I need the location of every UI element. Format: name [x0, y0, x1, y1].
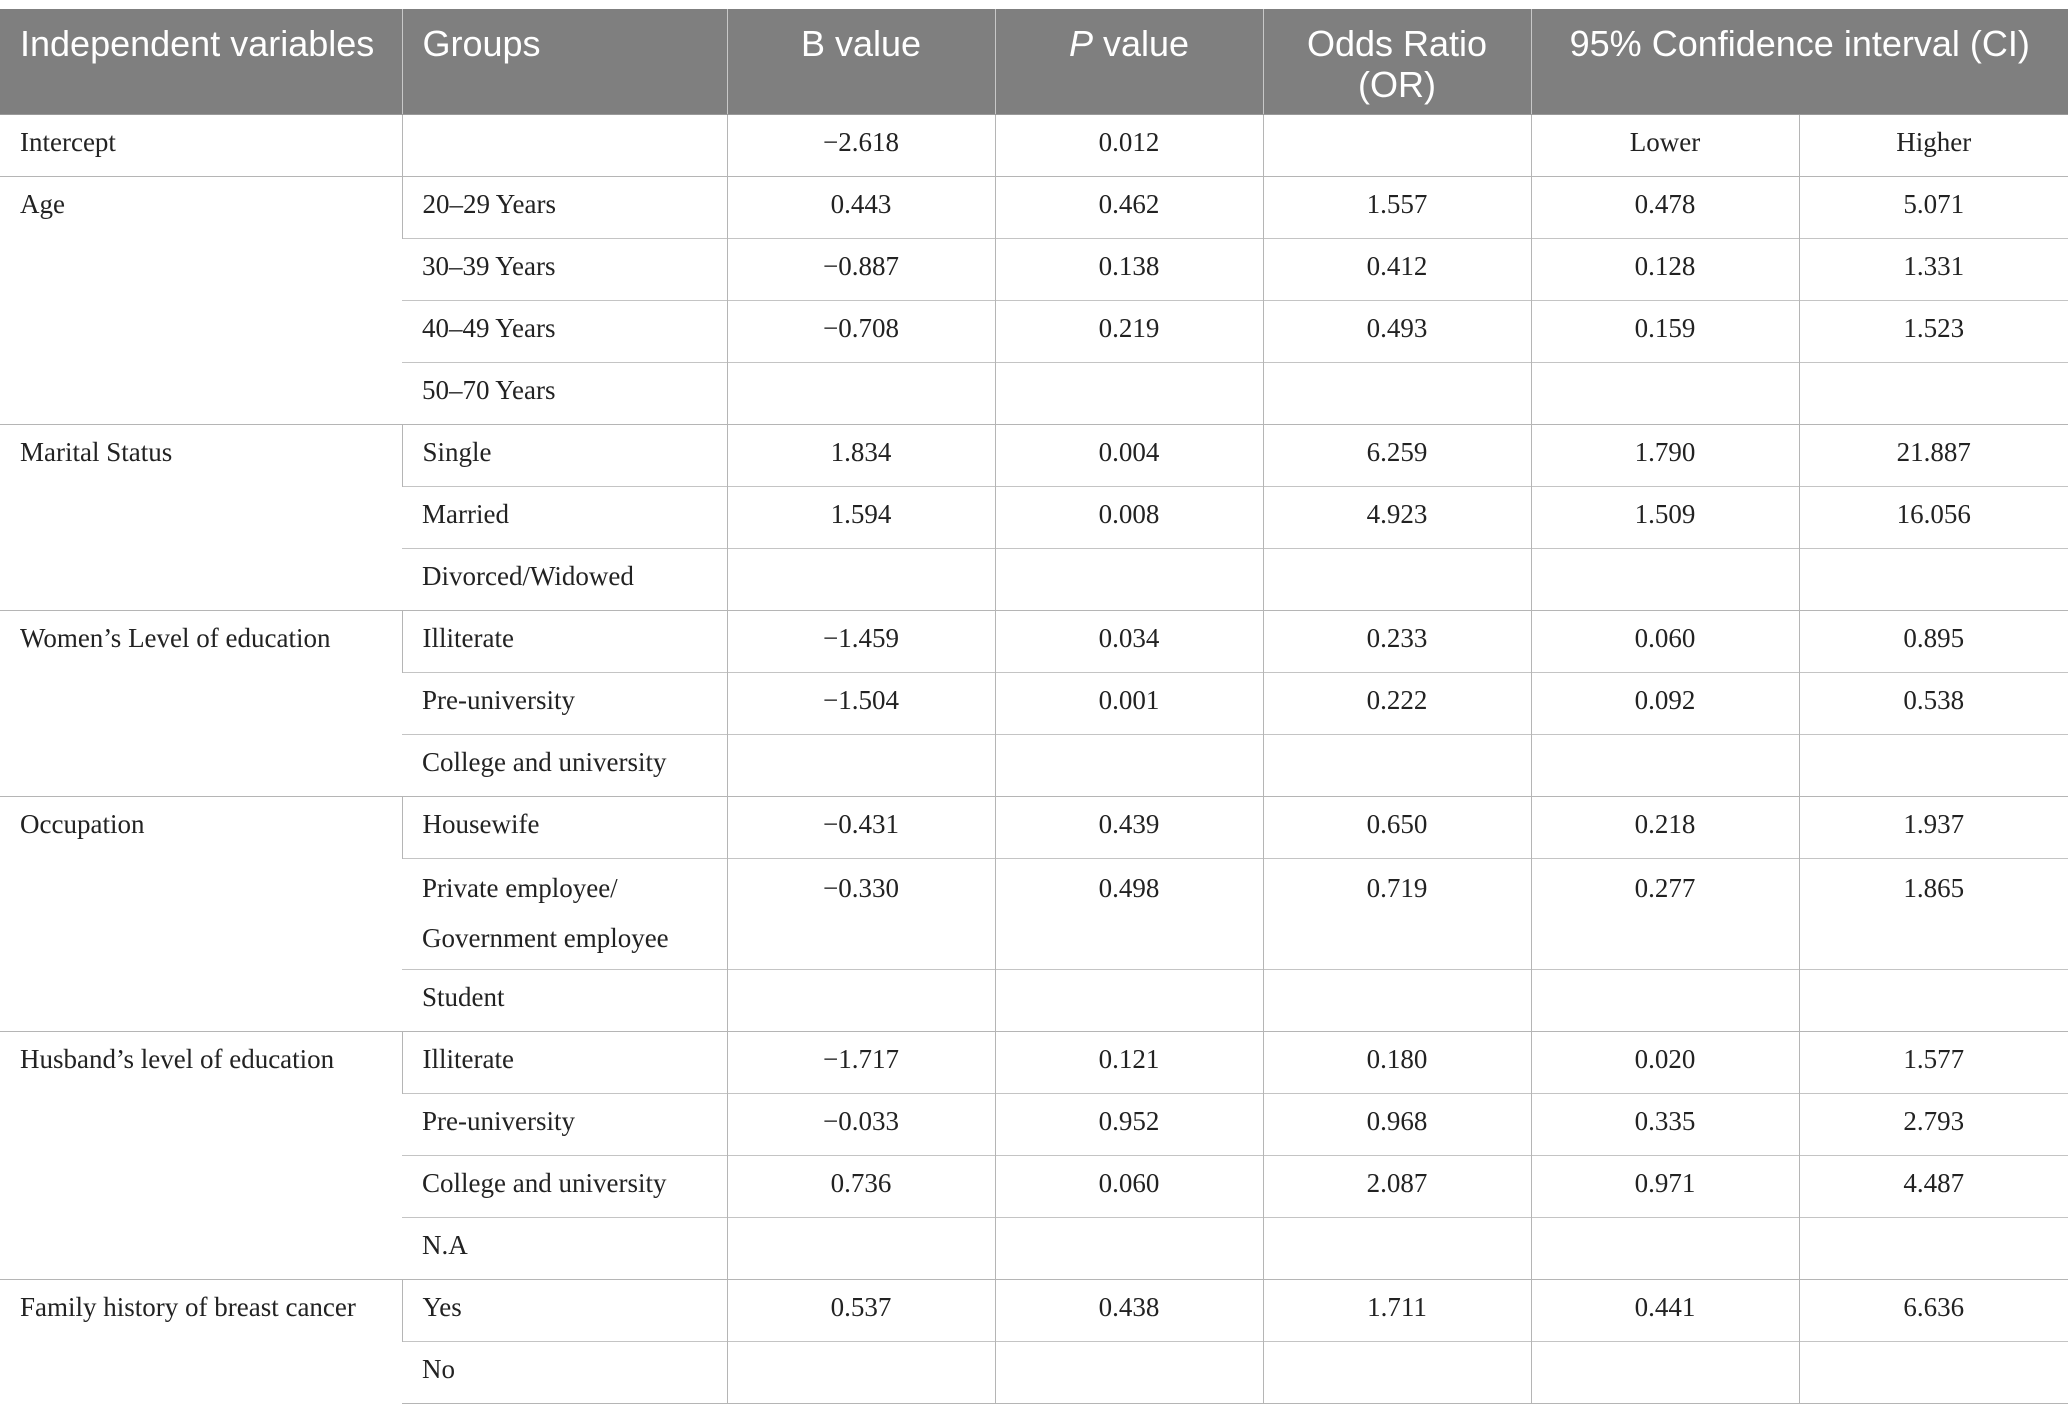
p-value-cell: 0.008	[995, 486, 1263, 548]
ci-higher-cell: 21.887	[1799, 424, 2068, 486]
b-value-cell	[727, 362, 995, 424]
p-value-cell: 0.952	[995, 1093, 1263, 1155]
group-cell	[402, 114, 727, 176]
or-cell: 0.412	[1263, 238, 1531, 300]
ci-lower-cell	[1531, 969, 1799, 1031]
b-value-cell: −0.887	[727, 238, 995, 300]
group-cell: College and university	[402, 734, 727, 796]
or-cell	[1263, 734, 1531, 796]
group-cell: College and university	[402, 1155, 727, 1217]
p-value-cell: 0.498	[995, 858, 1263, 969]
ci-higher-cell: 1.865	[1799, 858, 2068, 969]
ci-higher-cell: 1.937	[1799, 796, 2068, 858]
group-cell: No	[402, 1341, 727, 1403]
b-value-cell: −0.033	[727, 1093, 995, 1155]
ci-higher-cell: 1.523	[1799, 300, 2068, 362]
variable-label: Age	[0, 176, 402, 424]
header-odds-ratio: Odds Ratio (OR)	[1263, 9, 1531, 114]
ci-lower-cell	[1531, 548, 1799, 610]
or-cell	[1263, 1217, 1531, 1279]
ci-higher-cell	[1799, 734, 2068, 796]
table-row	[0, 796, 2068, 858]
ci-higher-cell	[1799, 362, 2068, 424]
group-cell: N.A	[402, 1217, 727, 1279]
or-cell: 1.711	[1263, 1279, 1531, 1341]
header-independent-variables: Independent variables	[0, 9, 402, 114]
header-row	[0, 9, 2068, 114]
or-cell: 0.233	[1263, 610, 1531, 672]
b-value-cell: −1.459	[727, 610, 995, 672]
ci-lower-label: Lower	[1531, 114, 1799, 176]
ci-lower-cell: 0.060	[1531, 610, 1799, 672]
ci-lower-cell: 0.159	[1531, 300, 1799, 362]
b-value-cell: 0.537	[727, 1279, 995, 1341]
p-value-cell: 0.001	[995, 672, 1263, 734]
b-value-cell	[727, 734, 995, 796]
variable-label: Marital Status	[0, 424, 402, 610]
group-cell: Illiterate	[402, 610, 727, 672]
p-value-cell: 0.138	[995, 238, 1263, 300]
ci-higher-label: Higher	[1799, 114, 2068, 176]
ci-higher-cell	[1799, 1217, 2068, 1279]
variable-label: Intercept	[0, 114, 402, 176]
ci-lower-cell	[1531, 362, 1799, 424]
ci-higher-cell	[1799, 969, 2068, 1031]
group-cell: Single	[402, 424, 727, 486]
or-cell: 0.180	[1263, 1031, 1531, 1093]
or-cell	[1263, 362, 1531, 424]
group-cell: 20–29 Years	[402, 176, 727, 238]
p-value-cell	[995, 1341, 1263, 1403]
ci-lower-cell: 0.478	[1531, 176, 1799, 238]
b-value-cell: −0.431	[727, 796, 995, 858]
ci-lower-cell: 1.509	[1531, 486, 1799, 548]
variable-label: Husband’s level of education	[0, 1031, 402, 1279]
ci-lower-cell: 0.092	[1531, 672, 1799, 734]
ci-lower-cell: 0.020	[1531, 1031, 1799, 1093]
ci-lower-cell: 0.971	[1531, 1155, 1799, 1217]
ci-higher-cell	[1799, 1341, 2068, 1403]
ci-lower-cell: 0.128	[1531, 238, 1799, 300]
or-cell: 1.557	[1263, 176, 1531, 238]
group-cell: 30–39 Years	[402, 238, 727, 300]
ci-lower-cell: 0.335	[1531, 1093, 1799, 1155]
p-value-cell: 0.012	[995, 114, 1263, 176]
p-value-cell: 0.438	[995, 1279, 1263, 1341]
ci-higher-cell: 6.636	[1799, 1279, 2068, 1341]
ci-lower-cell	[1531, 734, 1799, 796]
ci-higher-cell: 4.487	[1799, 1155, 2068, 1217]
or-cell: 6.259	[1263, 424, 1531, 486]
p-value-cell: 0.439	[995, 796, 1263, 858]
p-value-cell	[995, 1217, 1263, 1279]
group-cell: Student	[402, 969, 727, 1031]
or-cell	[1263, 969, 1531, 1031]
or-cell: 0.968	[1263, 1093, 1531, 1155]
regression-table	[0, 9, 2068, 1404]
ci-higher-cell: 0.895	[1799, 610, 2068, 672]
ci-lower-cell: 0.218	[1531, 796, 1799, 858]
p-value-cell: 0.060	[995, 1155, 1263, 1217]
or-cell: 4.923	[1263, 486, 1531, 548]
b-value-cell	[727, 969, 995, 1031]
table-row	[0, 610, 2068, 672]
or-cell: 2.087	[1263, 1155, 1531, 1217]
b-value-cell: 0.443	[727, 176, 995, 238]
b-value-cell: −0.708	[727, 300, 995, 362]
table-row	[0, 176, 2068, 238]
p-value-cell: 0.034	[995, 610, 1263, 672]
ci-lower-cell: 1.790	[1531, 424, 1799, 486]
p-value-cell: 0.219	[995, 300, 1263, 362]
ci-higher-cell: 1.577	[1799, 1031, 2068, 1093]
b-value-cell: −0.330	[727, 858, 995, 969]
header-p-value	[995, 9, 1263, 114]
group-cell: 50–70 Years	[402, 362, 727, 424]
ci-higher-cell: 2.793	[1799, 1093, 2068, 1155]
group-cell: Pre-university	[402, 1093, 727, 1155]
header-p-value-rest: value	[1092, 23, 1190, 64]
ci-lower-cell: 0.277	[1531, 858, 1799, 969]
b-value-cell	[727, 1341, 995, 1403]
group-cell: Private employee/ Government employee	[402, 858, 727, 969]
p-value-cell	[995, 548, 1263, 610]
or-cell: 0.650	[1263, 796, 1531, 858]
p-value-cell	[995, 362, 1263, 424]
group-cell: Illiterate	[402, 1031, 727, 1093]
header-b-value: B value	[727, 9, 995, 114]
ci-higher-cell: 0.538	[1799, 672, 2068, 734]
header-confidence-interval: 95% Confidence interval (CI)	[1531, 9, 2068, 114]
b-value-cell: 1.834	[727, 424, 995, 486]
ci-lower-cell: 0.441	[1531, 1279, 1799, 1341]
table-row	[0, 424, 2068, 486]
or-cell: 0.222	[1263, 672, 1531, 734]
or-cell	[1263, 548, 1531, 610]
b-value-cell	[727, 1217, 995, 1279]
p-value-cell	[995, 969, 1263, 1031]
variable-label: Women’s Level of education	[0, 610, 402, 796]
b-value-cell: −1.717	[727, 1031, 995, 1093]
p-value-cell: 0.121	[995, 1031, 1263, 1093]
table-row	[0, 114, 2068, 176]
p-value-cell: 0.004	[995, 424, 1263, 486]
ci-higher-cell: 16.056	[1799, 486, 2068, 548]
header-p-italic: P	[1068, 23, 1093, 64]
p-value-cell	[995, 734, 1263, 796]
group-cell: 40–49 Years	[402, 300, 727, 362]
p-value-cell: 0.462	[995, 176, 1263, 238]
ci-lower-cell	[1531, 1341, 1799, 1403]
table-body	[0, 114, 2068, 1403]
b-value-cell: 0.736	[727, 1155, 995, 1217]
ci-higher-cell: 5.071	[1799, 176, 2068, 238]
table-row	[0, 1031, 2068, 1093]
or-cell: 0.719	[1263, 858, 1531, 969]
b-value-cell: −1.504	[727, 672, 995, 734]
group-cell: Yes	[402, 1279, 727, 1341]
group-cell: Pre-university	[402, 672, 727, 734]
variable-label: Family history of breast cancer	[0, 1279, 402, 1403]
b-value-cell: 1.594	[727, 486, 995, 548]
b-value-cell	[727, 548, 995, 610]
variable-label: Occupation	[0, 796, 402, 1031]
table-header	[0, 9, 2068, 114]
or-cell: 0.493	[1263, 300, 1531, 362]
ci-lower-cell	[1531, 1217, 1799, 1279]
group-cell: Divorced/Widowed	[402, 548, 727, 610]
header-groups: Groups	[402, 9, 727, 114]
or-cell	[1263, 1341, 1531, 1403]
ci-higher-cell	[1799, 548, 2068, 610]
or-cell	[1263, 114, 1531, 176]
group-cell: Married	[402, 486, 727, 548]
group-cell: Housewife	[402, 796, 727, 858]
b-value-cell: −2.618	[727, 114, 995, 176]
ci-higher-cell: 1.331	[1799, 238, 2068, 300]
table-row	[0, 1279, 2068, 1341]
